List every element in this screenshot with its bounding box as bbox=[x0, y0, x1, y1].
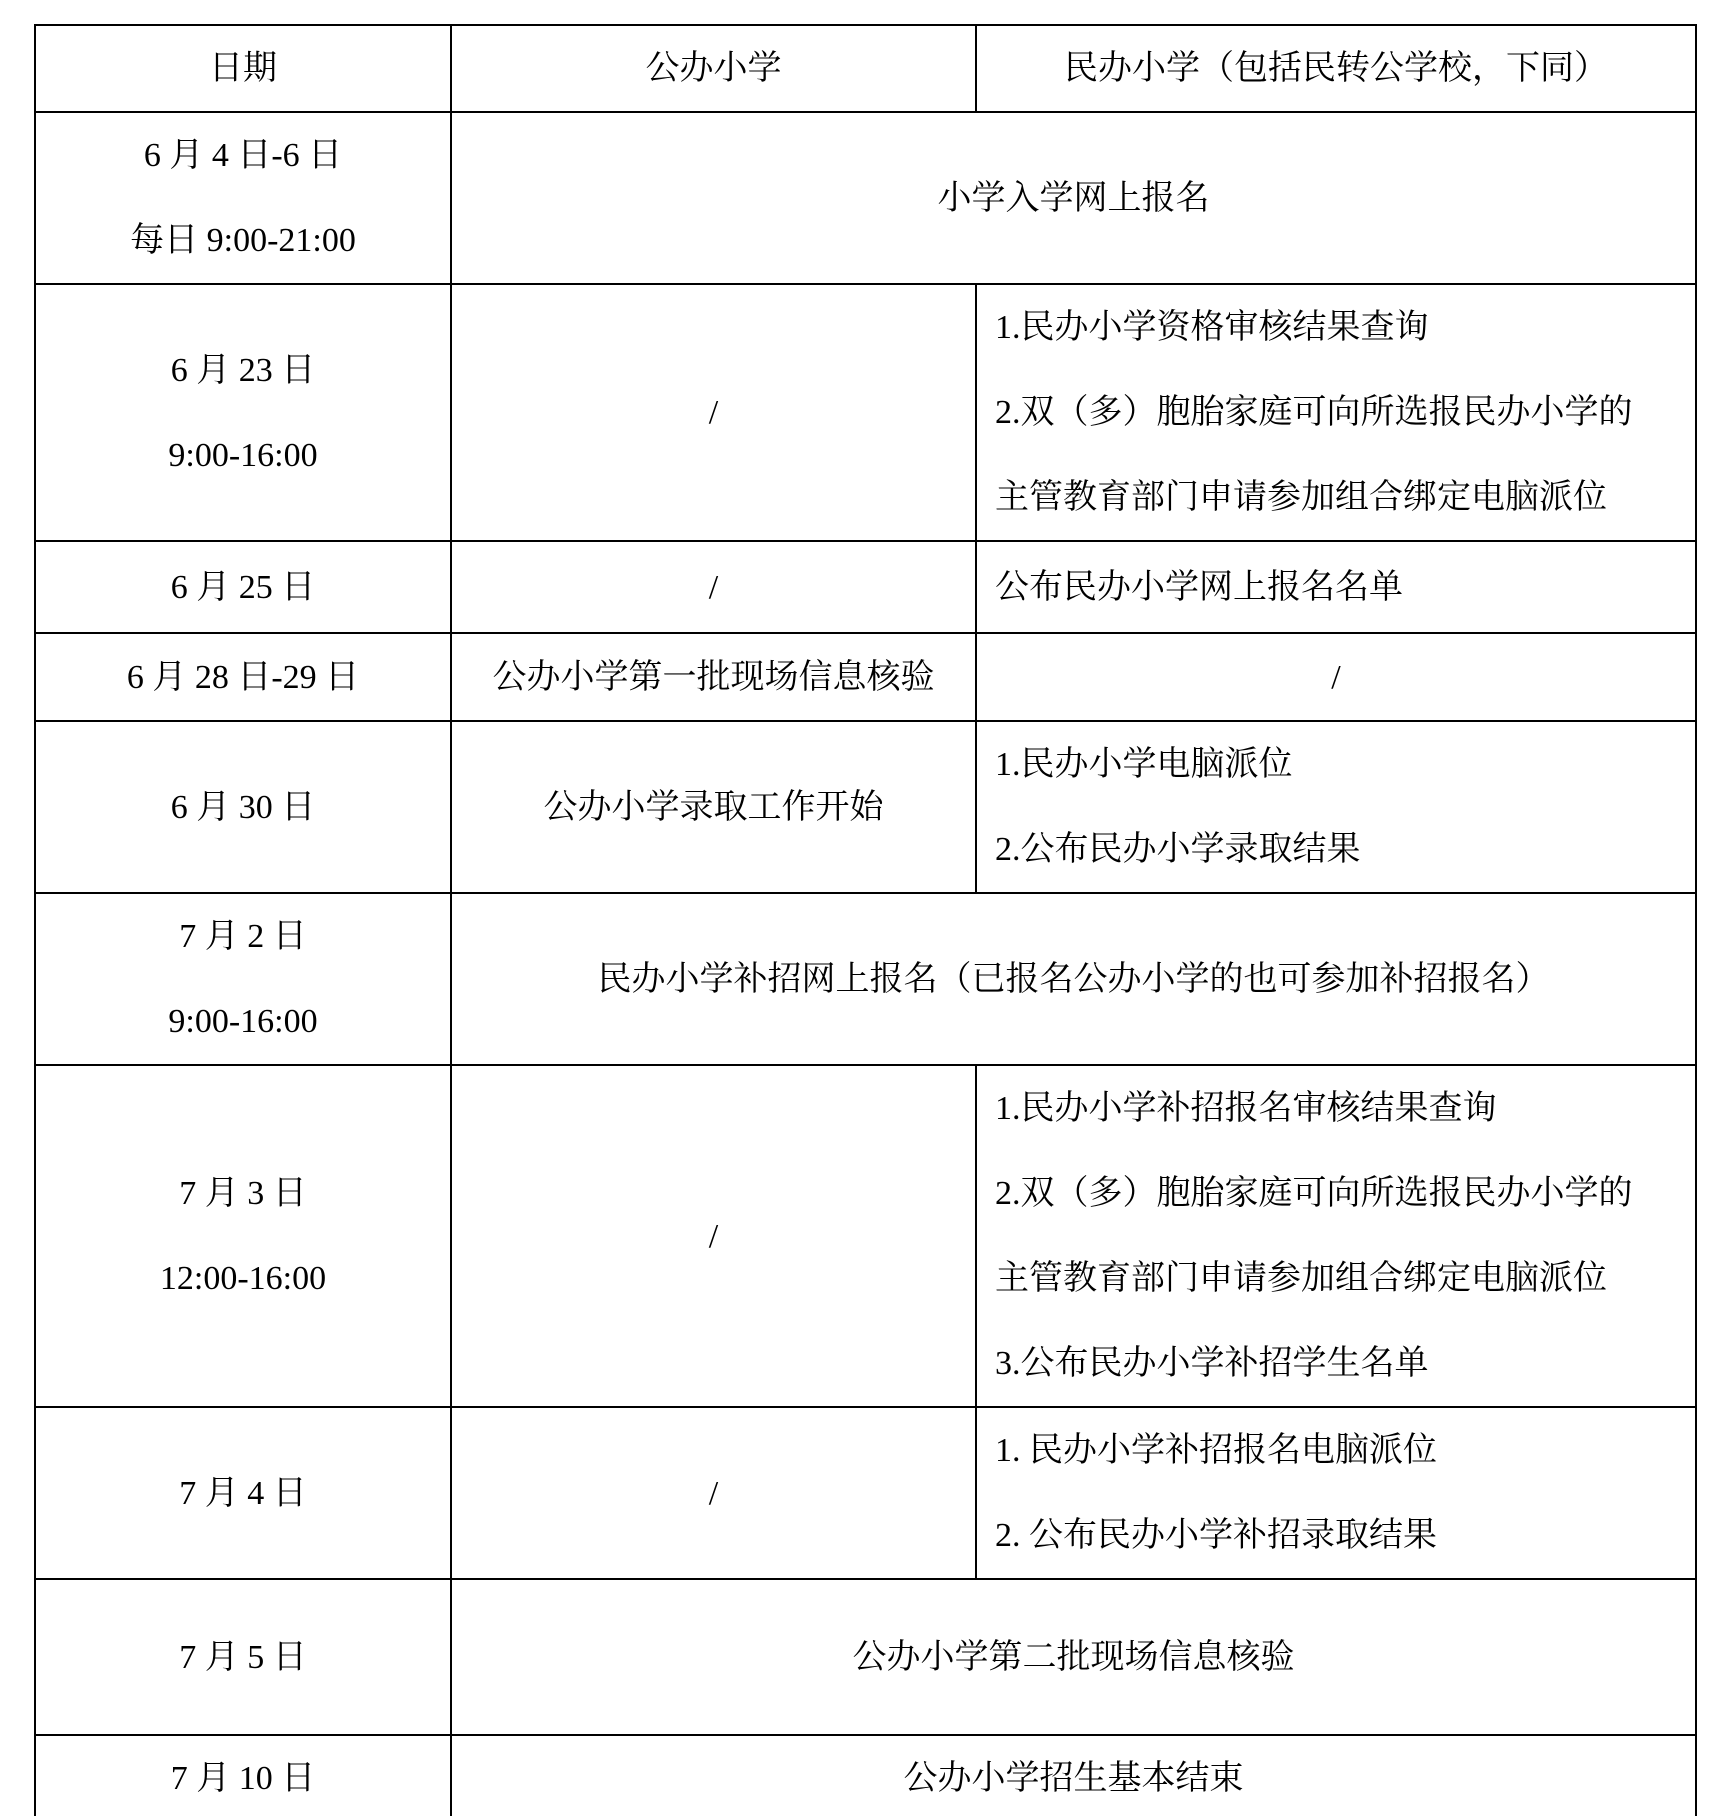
date-cell bbox=[35, 1735, 451, 1816]
private-school-cell bbox=[976, 721, 1696, 893]
date-cell bbox=[35, 721, 451, 893]
date-text: 6 月 28 日-29 日 bbox=[126, 658, 360, 696]
merged-event-cell bbox=[451, 893, 1696, 1065]
public-school-cell bbox=[451, 1407, 976, 1579]
private-school-cell bbox=[976, 1407, 1696, 1579]
time-text: 9:00-16:00 bbox=[168, 1003, 318, 1040]
header-date-label: 日期 bbox=[209, 50, 277, 87]
date-cell bbox=[35, 893, 451, 1065]
table-row bbox=[35, 1579, 1696, 1735]
date-text: 6 月 4 日-6 日 bbox=[143, 137, 343, 174]
table-row bbox=[35, 1735, 1696, 1816]
event-text: 民办小学补招网上报名（已报名公办小学的也可参加补招报名） bbox=[597, 960, 1550, 998]
slash-placeholder: / bbox=[708, 1217, 719, 1255]
date-text: 7 月 5 日 bbox=[179, 1638, 307, 1676]
slash-placeholder: / bbox=[708, 1474, 719, 1512]
table-row bbox=[35, 1065, 1696, 1407]
event-text: 小学入学网上报名 bbox=[937, 179, 1210, 217]
table-row bbox=[35, 893, 1696, 1065]
public-school-cell bbox=[451, 541, 976, 633]
public-school-cell bbox=[451, 1065, 976, 1407]
event-text: 公布民办小学网上报名名单 bbox=[995, 568, 1403, 606]
event-text: 2.公布民办小学录取结果 bbox=[995, 831, 1361, 868]
table-header-row bbox=[35, 25, 1696, 112]
date-cell bbox=[35, 541, 451, 633]
table-row bbox=[35, 284, 1696, 541]
date-text: 6 月 25 日 bbox=[170, 568, 316, 606]
merged-event-cell bbox=[451, 112, 1696, 284]
date-text: 7 月 4 日 bbox=[179, 1474, 307, 1512]
event-text: 主管教育部门申请参加组合绑定电脑派位 bbox=[995, 479, 1607, 516]
merged-event-cell bbox=[451, 1579, 1696, 1735]
public-school-cell bbox=[451, 284, 976, 541]
event-text: 主管教育部门申请参加组合绑定电脑派位 bbox=[995, 1260, 1607, 1297]
time-text: 9:00-16:00 bbox=[168, 436, 318, 474]
header-public-school-label: 公办小学 bbox=[645, 50, 782, 87]
private-school-cell bbox=[976, 284, 1696, 541]
header-date-cell bbox=[35, 25, 451, 112]
event-text: 1.民办小学资格审核结果查询 bbox=[995, 309, 1429, 346]
event-text: 公办小学招生基本结束 bbox=[903, 1760, 1244, 1797]
private-school-cell bbox=[976, 1065, 1696, 1407]
public-school-cell bbox=[451, 633, 976, 721]
event-text: 2.双（多）胞胎家庭可向所选报民办小学的 bbox=[995, 1175, 1633, 1212]
table-row bbox=[35, 633, 1696, 721]
event-text: 公办小学录取工作开始 bbox=[543, 788, 884, 826]
date-text: 7 月 10 日 bbox=[170, 1760, 316, 1797]
table-row bbox=[35, 112, 1696, 284]
header-public-school-cell bbox=[451, 25, 976, 112]
date-cell bbox=[35, 1407, 451, 1579]
slash-placeholder: / bbox=[708, 568, 719, 606]
enrollment-schedule-table bbox=[34, 24, 1697, 1816]
date-text: 7 月 3 日 bbox=[179, 1175, 307, 1212]
slash-placeholder: / bbox=[708, 394, 719, 431]
table-row bbox=[35, 1407, 1696, 1579]
date-cell bbox=[35, 284, 451, 541]
time-text: 每日 9:00-21:00 bbox=[130, 222, 356, 259]
date-cell bbox=[35, 112, 451, 284]
merged-event-cell bbox=[451, 1735, 1696, 1816]
private-school-cell bbox=[976, 541, 1696, 633]
date-cell bbox=[35, 1065, 451, 1407]
date-text: 7 月 2 日 bbox=[179, 918, 307, 955]
event-text: 2.双（多）胞胎家庭可向所选报民办小学的 bbox=[995, 394, 1633, 431]
date-text: 6 月 30 日 bbox=[170, 788, 316, 826]
private-school-cell bbox=[976, 633, 1696, 721]
event-text: 公办小学第一批现场信息核验 bbox=[492, 658, 935, 696]
event-text: 公办小学第二批现场信息核验 bbox=[852, 1638, 1295, 1676]
event-text: 2. 公布民办小学补招录取结果 bbox=[995, 1517, 1437, 1554]
table-row bbox=[35, 721, 1696, 893]
date-cell bbox=[35, 1579, 451, 1735]
date-text: 6 月 23 日 bbox=[170, 351, 316, 389]
header-private-school-label: 民办小学（包括民转公学校，下同） bbox=[1064, 50, 1608, 87]
public-school-cell bbox=[451, 721, 976, 893]
date-cell bbox=[35, 633, 451, 721]
event-text: 1. 民办小学补招报名电脑派位 bbox=[995, 1432, 1437, 1469]
time-text: 12:00-16:00 bbox=[159, 1260, 327, 1297]
event-text: 3.公布民办小学补招学生名单 bbox=[995, 1345, 1429, 1382]
header-private-school-cell bbox=[976, 25, 1696, 112]
event-text: 1.民办小学电脑派位 bbox=[995, 746, 1293, 783]
table-row bbox=[35, 541, 1696, 633]
slash-placeholder: / bbox=[1331, 658, 1341, 696]
event-text: 1.民办小学补招报名审核结果查询 bbox=[995, 1090, 1497, 1127]
